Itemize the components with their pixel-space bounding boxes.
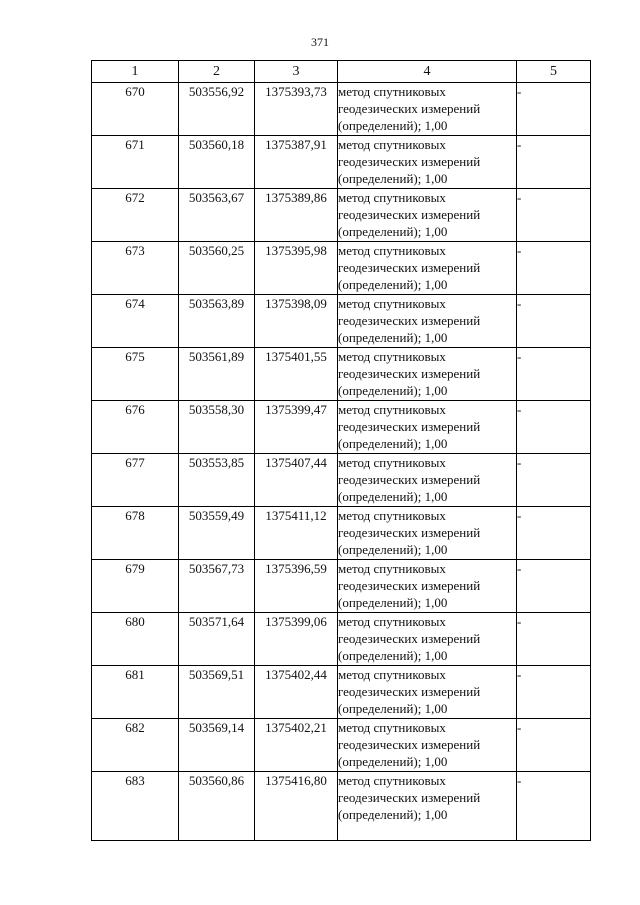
method-text-line: (определений); 1,00 (338, 807, 448, 822)
method-text-line: геодезических измерений (338, 154, 481, 169)
table-header-row (92, 61, 591, 83)
coordinate-y-cell: 1375401,55 (255, 348, 338, 401)
table-row (92, 454, 591, 507)
point-number-cell: 676 (92, 401, 179, 454)
method-text-line: геодезических измерений (338, 366, 481, 381)
method-text-line: метод спутниковых (338, 296, 446, 311)
method-text-line: геодезических измерений (338, 525, 481, 540)
method-text-line: геодезических измерений (338, 260, 481, 275)
method-cell (338, 189, 517, 242)
coordinate-y-cell: 1375399,06 (255, 613, 338, 666)
method-text-line: геодезических измерений (338, 631, 481, 646)
note-cell: - (517, 136, 591, 189)
note-cell: - (517, 401, 591, 454)
table-row (92, 560, 591, 613)
method-text-line: геодезических измерений (338, 101, 481, 116)
method-text-line: метод спутниковых (338, 349, 446, 364)
note-cell: - (517, 189, 591, 242)
coordinates-table (91, 60, 591, 841)
method-text-line: метод спутниковых (338, 561, 446, 576)
table-row (92, 189, 591, 242)
point-number-cell: 677 (92, 454, 179, 507)
coordinate-x-cell: 503560,18 (179, 136, 255, 189)
method-text-line: метод спутниковых (338, 84, 446, 99)
point-number-cell: 670 (92, 83, 179, 136)
method-cell (338, 719, 517, 772)
coordinate-y-cell: 1375416,80 (255, 772, 338, 841)
method-text-line: метод спутниковых (338, 190, 446, 205)
method-text-line: метод спутниковых (338, 137, 446, 152)
note-cell: - (517, 666, 591, 719)
note-cell: - (517, 613, 591, 666)
method-text-line: (определений); 1,00 (338, 648, 448, 663)
coordinate-x-cell: 503569,14 (179, 719, 255, 772)
note-cell: - (517, 772, 591, 841)
method-text-line: (определений); 1,00 (338, 542, 448, 557)
method-text-line: (определений); 1,00 (338, 701, 448, 716)
method-cell (338, 772, 517, 841)
table-row (92, 242, 591, 295)
method-text-line: метод спутниковых (338, 508, 446, 523)
coordinate-y-cell: 1375402,44 (255, 666, 338, 719)
point-number-cell: 678 (92, 507, 179, 560)
point-number-cell: 675 (92, 348, 179, 401)
method-text-line: (определений); 1,00 (338, 171, 448, 186)
coordinate-x-cell: 503560,86 (179, 772, 255, 841)
coordinate-x-cell: 503571,64 (179, 613, 255, 666)
method-cell (338, 454, 517, 507)
method-text-line: геодезических измерений (338, 684, 481, 699)
point-number-cell: 682 (92, 719, 179, 772)
point-number-cell: 674 (92, 295, 179, 348)
method-cell (338, 401, 517, 454)
coordinate-x-cell: 503569,51 (179, 666, 255, 719)
coordinate-y-cell: 1375389,86 (255, 189, 338, 242)
method-text-line: (определений); 1,00 (338, 118, 448, 133)
method-cell (338, 242, 517, 295)
method-text-line: геодезических измерений (338, 578, 481, 593)
method-text-line: геодезических измерений (338, 790, 481, 805)
point-number-cell: 680 (92, 613, 179, 666)
method-text-line: метод спутниковых (338, 773, 446, 788)
coordinate-x-cell: 503553,85 (179, 454, 255, 507)
coordinate-y-cell: 1375395,98 (255, 242, 338, 295)
method-text-line: (определений); 1,00 (338, 595, 448, 610)
method-cell (338, 613, 517, 666)
method-text-line: (определений); 1,00 (338, 489, 448, 504)
point-number-cell: 683 (92, 772, 179, 841)
table-row (92, 348, 591, 401)
method-text-line: (определений); 1,00 (338, 383, 448, 398)
table-row (92, 719, 591, 772)
note-cell: - (517, 719, 591, 772)
coordinate-x-cell: 503559,49 (179, 507, 255, 560)
column-header-2: 2 (179, 61, 255, 83)
coordinate-x-cell: 503561,89 (179, 348, 255, 401)
coordinate-x-cell: 503567,73 (179, 560, 255, 613)
table-row (92, 772, 591, 841)
method-cell (338, 136, 517, 189)
method-text-line: метод спутниковых (338, 402, 446, 417)
coordinate-x-cell: 503556,92 (179, 83, 255, 136)
point-number-cell: 673 (92, 242, 179, 295)
method-text-line: (определений); 1,00 (338, 436, 448, 451)
coordinate-y-cell: 1375393,73 (255, 83, 338, 136)
column-header-1: 1 (92, 61, 179, 83)
note-cell: - (517, 295, 591, 348)
method-cell (338, 666, 517, 719)
method-text-line: геодезических измерений (338, 472, 481, 487)
coordinate-x-cell: 503563,67 (179, 189, 255, 242)
method-text-line: (определений); 1,00 (338, 224, 448, 239)
page-number: 371 (311, 35, 329, 49)
method-cell (338, 348, 517, 401)
column-header-3: 3 (255, 61, 338, 83)
table-row (92, 666, 591, 719)
coordinate-y-cell: 1375407,44 (255, 454, 338, 507)
method-text-line: метод спутниковых (338, 720, 446, 735)
column-header-4: 4 (338, 61, 517, 83)
coordinate-x-cell: 503563,89 (179, 295, 255, 348)
point-number-cell: 679 (92, 560, 179, 613)
method-text-line: метод спутниковых (338, 455, 446, 470)
note-cell: - (517, 242, 591, 295)
method-text-line: геодезических измерений (338, 313, 481, 328)
coordinate-y-cell: 1375396,59 (255, 560, 338, 613)
note-cell: - (517, 348, 591, 401)
table-row (92, 401, 591, 454)
table-row (92, 507, 591, 560)
table-row (92, 83, 591, 136)
coordinate-y-cell: 1375402,21 (255, 719, 338, 772)
coordinate-y-cell: 1375411,12 (255, 507, 338, 560)
column-header-5: 5 (517, 61, 591, 83)
note-cell: - (517, 83, 591, 136)
method-text-line: геодезических измерений (338, 207, 481, 222)
method-text-line: метод спутниковых (338, 667, 446, 682)
method-cell (338, 295, 517, 348)
table-row (92, 613, 591, 666)
method-cell (338, 560, 517, 613)
coordinate-y-cell: 1375398,09 (255, 295, 338, 348)
coordinate-x-cell: 503560,25 (179, 242, 255, 295)
coordinate-x-cell: 503558,30 (179, 401, 255, 454)
method-text-line: (определений); 1,00 (338, 330, 448, 345)
note-cell: - (517, 560, 591, 613)
method-cell (338, 83, 517, 136)
point-number-cell: 681 (92, 666, 179, 719)
point-number-cell: 671 (92, 136, 179, 189)
method-text-line: геодезических измерений (338, 419, 481, 434)
note-cell: - (517, 507, 591, 560)
table-row (92, 136, 591, 189)
table-body (92, 83, 591, 841)
method-text-line: метод спутниковых (338, 243, 446, 258)
coordinate-y-cell: 1375399,47 (255, 401, 338, 454)
note-cell: - (517, 454, 591, 507)
point-number-cell: 672 (92, 189, 179, 242)
method-cell (338, 507, 517, 560)
method-text-line: метод спутниковых (338, 614, 446, 629)
coordinate-y-cell: 1375387,91 (255, 136, 338, 189)
method-text-line: (определений); 1,00 (338, 277, 448, 292)
table-row (92, 295, 591, 348)
method-text-line: геодезических измерений (338, 737, 481, 752)
method-text-line: (определений); 1,00 (338, 754, 448, 769)
